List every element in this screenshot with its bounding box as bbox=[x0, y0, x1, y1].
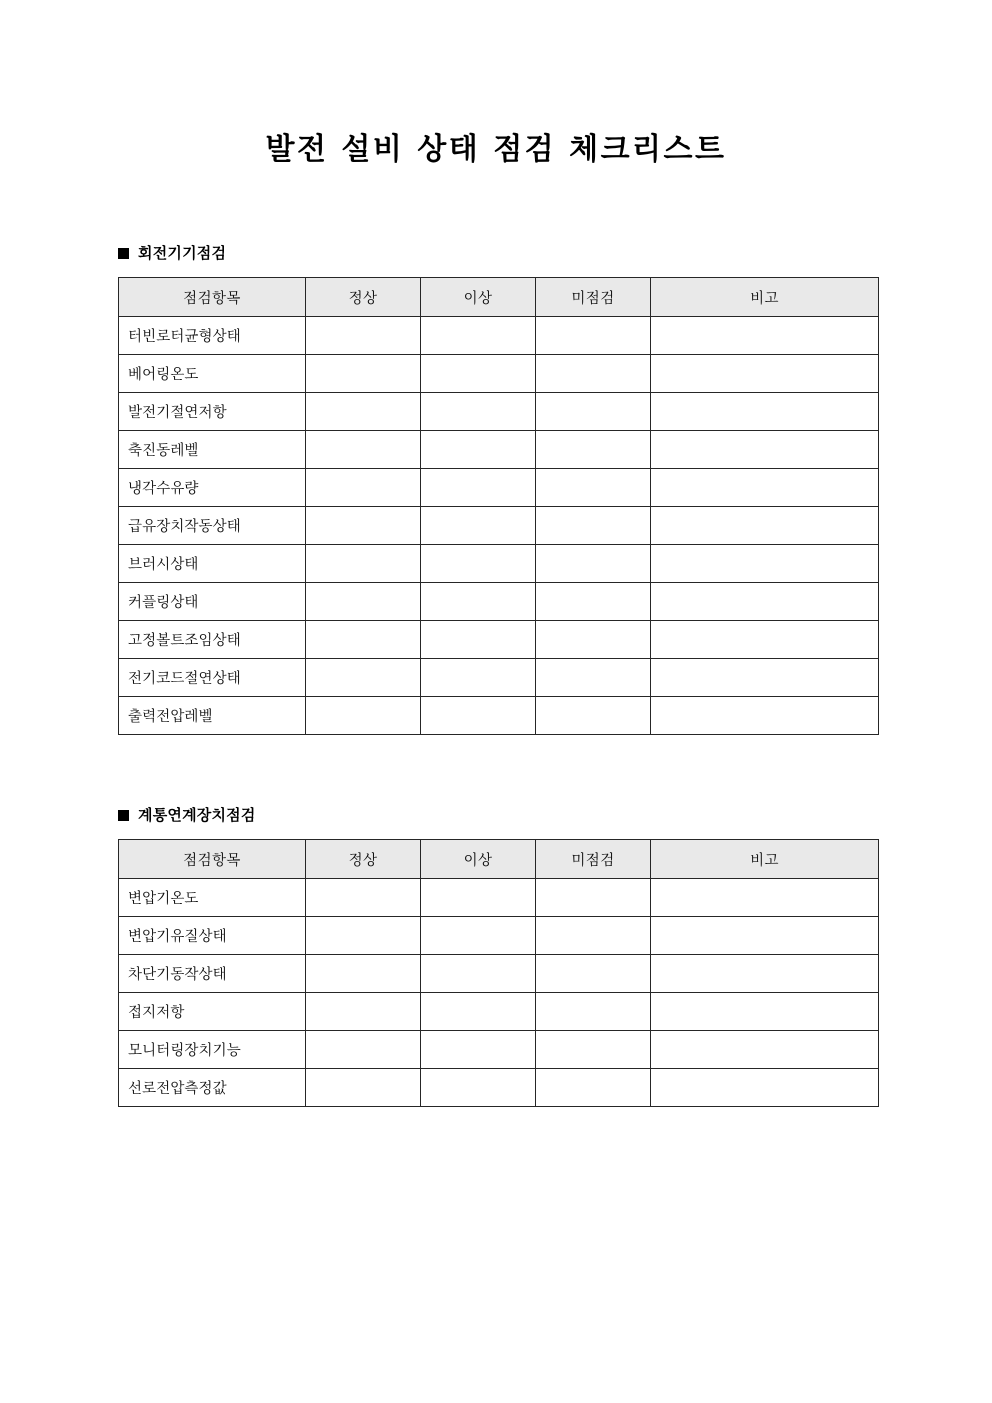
checkbox-cell-not-inspected[interactable] bbox=[536, 879, 651, 917]
checkbox-cell-remarks[interactable] bbox=[651, 431, 879, 469]
column-header-normal: 정상 bbox=[306, 840, 421, 879]
checkbox-cell-normal[interactable] bbox=[306, 583, 421, 621]
table-row bbox=[119, 621, 879, 659]
checkbox-cell-abnormal[interactable] bbox=[421, 393, 536, 431]
checkbox-cell-abnormal[interactable] bbox=[421, 659, 536, 697]
checkbox-cell-remarks[interactable] bbox=[651, 583, 879, 621]
table-header-row bbox=[119, 278, 879, 317]
inspection-table-grid-interconnection bbox=[118, 839, 879, 1107]
table-header-row bbox=[119, 840, 879, 879]
checkbox-cell-normal[interactable] bbox=[306, 431, 421, 469]
checkbox-cell-abnormal[interactable] bbox=[421, 431, 536, 469]
checkbox-cell-normal[interactable] bbox=[306, 393, 421, 431]
checkbox-cell-remarks[interactable] bbox=[651, 317, 879, 355]
inspection-item-label: 축진동레벨 bbox=[119, 431, 306, 469]
checkbox-cell-not-inspected[interactable] bbox=[536, 955, 651, 993]
checkbox-cell-remarks[interactable] bbox=[651, 1031, 879, 1069]
section-heading bbox=[118, 808, 878, 823]
table-row bbox=[119, 697, 879, 735]
section-heading-label: 계통연계장치점검 bbox=[138, 806, 256, 824]
checkbox-cell-normal[interactable] bbox=[306, 317, 421, 355]
table-row bbox=[119, 355, 879, 393]
checkbox-cell-remarks[interactable] bbox=[651, 621, 879, 659]
checkbox-cell-abnormal[interactable] bbox=[421, 917, 536, 955]
checkbox-cell-abnormal[interactable] bbox=[421, 697, 536, 735]
checkbox-cell-remarks[interactable] bbox=[651, 917, 879, 955]
checkbox-cell-not-inspected[interactable] bbox=[536, 697, 651, 735]
checkbox-cell-remarks[interactable] bbox=[651, 469, 879, 507]
table-body bbox=[119, 879, 879, 1107]
column-header-abnormal: 이상 bbox=[421, 278, 536, 317]
inspection-item-label: 변압기유질상태 bbox=[119, 917, 306, 955]
checkbox-cell-normal[interactable] bbox=[306, 955, 421, 993]
inspection-item-label: 고정볼트조임상태 bbox=[119, 621, 306, 659]
checkbox-cell-not-inspected[interactable] bbox=[536, 393, 651, 431]
inspection-item-label: 커플링상태 bbox=[119, 583, 306, 621]
table-row bbox=[119, 317, 879, 355]
inspection-item-label: 변압기온도 bbox=[119, 879, 306, 917]
table-row bbox=[119, 507, 879, 545]
column-header-remarks: 비고 bbox=[651, 278, 879, 317]
checkbox-cell-abnormal[interactable] bbox=[421, 955, 536, 993]
section-marker-icon bbox=[118, 248, 129, 259]
checkbox-cell-abnormal[interactable] bbox=[421, 355, 536, 393]
inspection-table-rotating-machinery bbox=[118, 277, 879, 735]
checkbox-cell-normal[interactable] bbox=[306, 917, 421, 955]
table-row bbox=[119, 955, 879, 993]
inspection-item-label: 차단기동작상태 bbox=[119, 955, 306, 993]
section-rotating-machinery bbox=[118, 246, 878, 735]
checkbox-cell-normal[interactable] bbox=[306, 545, 421, 583]
checkbox-cell-remarks[interactable] bbox=[651, 1069, 879, 1107]
checkbox-cell-abnormal[interactable] bbox=[421, 507, 536, 545]
table-row bbox=[119, 659, 879, 697]
checkbox-cell-abnormal[interactable] bbox=[421, 879, 536, 917]
checkbox-cell-abnormal[interactable] bbox=[421, 317, 536, 355]
column-header-remarks: 비고 bbox=[651, 840, 879, 879]
checkbox-cell-normal[interactable] bbox=[306, 621, 421, 659]
table-row bbox=[119, 545, 879, 583]
checkbox-cell-not-inspected[interactable] bbox=[536, 507, 651, 545]
table-row bbox=[119, 469, 879, 507]
checkbox-cell-not-inspected[interactable] bbox=[536, 317, 651, 355]
column-header-abnormal: 이상 bbox=[421, 840, 536, 879]
checkbox-cell-remarks[interactable] bbox=[651, 955, 879, 993]
checkbox-cell-abnormal[interactable] bbox=[421, 621, 536, 659]
checkbox-cell-abnormal[interactable] bbox=[421, 583, 536, 621]
inspection-item-label: 냉각수유량 bbox=[119, 469, 306, 507]
checkbox-cell-not-inspected[interactable] bbox=[536, 545, 651, 583]
checkbox-cell-normal[interactable] bbox=[306, 355, 421, 393]
checkbox-cell-normal[interactable] bbox=[306, 697, 421, 735]
checkbox-cell-normal[interactable] bbox=[306, 659, 421, 697]
table-row bbox=[119, 879, 879, 917]
table-row bbox=[119, 993, 879, 1031]
checkbox-cell-remarks[interactable] bbox=[651, 993, 879, 1031]
checkbox-cell-normal[interactable] bbox=[306, 1031, 421, 1069]
checkbox-cell-not-inspected[interactable] bbox=[536, 355, 651, 393]
checkbox-cell-remarks[interactable] bbox=[651, 393, 879, 431]
inspection-item-label: 발전기절연저항 bbox=[119, 393, 306, 431]
checkbox-cell-normal[interactable] bbox=[306, 1069, 421, 1107]
checkbox-cell-remarks[interactable] bbox=[651, 355, 879, 393]
checkbox-cell-not-inspected[interactable] bbox=[536, 993, 651, 1031]
checkbox-cell-abnormal[interactable] bbox=[421, 1069, 536, 1107]
checkbox-cell-remarks[interactable] bbox=[651, 697, 879, 735]
checkbox-cell-remarks[interactable] bbox=[651, 879, 879, 917]
checkbox-cell-not-inspected[interactable] bbox=[536, 659, 651, 697]
checkbox-cell-normal[interactable] bbox=[306, 469, 421, 507]
checkbox-cell-remarks[interactable] bbox=[651, 545, 879, 583]
inspection-item-label: 터빈로터균형상태 bbox=[119, 317, 306, 355]
checkbox-cell-abnormal[interactable] bbox=[421, 469, 536, 507]
checkbox-cell-not-inspected[interactable] bbox=[536, 917, 651, 955]
checkbox-cell-not-inspected[interactable] bbox=[536, 583, 651, 621]
section-heading-label: 회전기기점검 bbox=[138, 244, 227, 262]
checkbox-cell-remarks[interactable] bbox=[651, 507, 879, 545]
column-header-item: 점검항목 bbox=[119, 840, 306, 879]
checkbox-cell-abnormal[interactable] bbox=[421, 1031, 536, 1069]
checkbox-cell-abnormal[interactable] bbox=[421, 993, 536, 1031]
inspection-item-label: 선로전압측정값 bbox=[119, 1069, 306, 1107]
column-header-normal: 정상 bbox=[306, 278, 421, 317]
checkbox-cell-not-inspected[interactable] bbox=[536, 1069, 651, 1107]
column-header-not-inspected: 미점검 bbox=[536, 840, 651, 879]
table-row bbox=[119, 1069, 879, 1107]
inspection-item-label: 모니터링장치기능 bbox=[119, 1031, 306, 1069]
checkbox-cell-abnormal[interactable] bbox=[421, 545, 536, 583]
inspection-item-label: 브러시상태 bbox=[119, 545, 306, 583]
checkbox-cell-normal[interactable] bbox=[306, 993, 421, 1031]
checkbox-cell-not-inspected[interactable] bbox=[536, 1031, 651, 1069]
checkbox-cell-remarks[interactable] bbox=[651, 659, 879, 697]
section-marker-icon bbox=[118, 810, 129, 821]
inspection-item-label: 접지저항 bbox=[119, 993, 306, 1031]
checkbox-cell-not-inspected[interactable] bbox=[536, 621, 651, 659]
section-grid-interconnection bbox=[118, 808, 878, 1107]
checkbox-cell-not-inspected[interactable] bbox=[536, 431, 651, 469]
column-header-item: 점검항목 bbox=[119, 278, 306, 317]
table-row bbox=[119, 583, 879, 621]
page-title: 발전 설비 상태 점검 체크리스트 bbox=[265, 132, 727, 167]
table-row bbox=[119, 917, 879, 955]
inspection-item-label: 출력전압레벨 bbox=[119, 697, 306, 735]
checkbox-cell-normal[interactable] bbox=[306, 879, 421, 917]
inspection-item-label: 베어링온도 bbox=[119, 355, 306, 393]
inspection-item-label: 급유장치작동상태 bbox=[119, 507, 306, 545]
section-heading bbox=[118, 246, 878, 261]
inspection-item-label: 전기코드절연상태 bbox=[119, 659, 306, 697]
checkbox-cell-normal[interactable] bbox=[306, 507, 421, 545]
table-row bbox=[119, 393, 879, 431]
column-header-not-inspected: 미점검 bbox=[536, 278, 651, 317]
table-row bbox=[119, 1031, 879, 1069]
table-row bbox=[119, 431, 879, 469]
checkbox-cell-not-inspected[interactable] bbox=[536, 469, 651, 507]
table-body bbox=[119, 317, 879, 735]
